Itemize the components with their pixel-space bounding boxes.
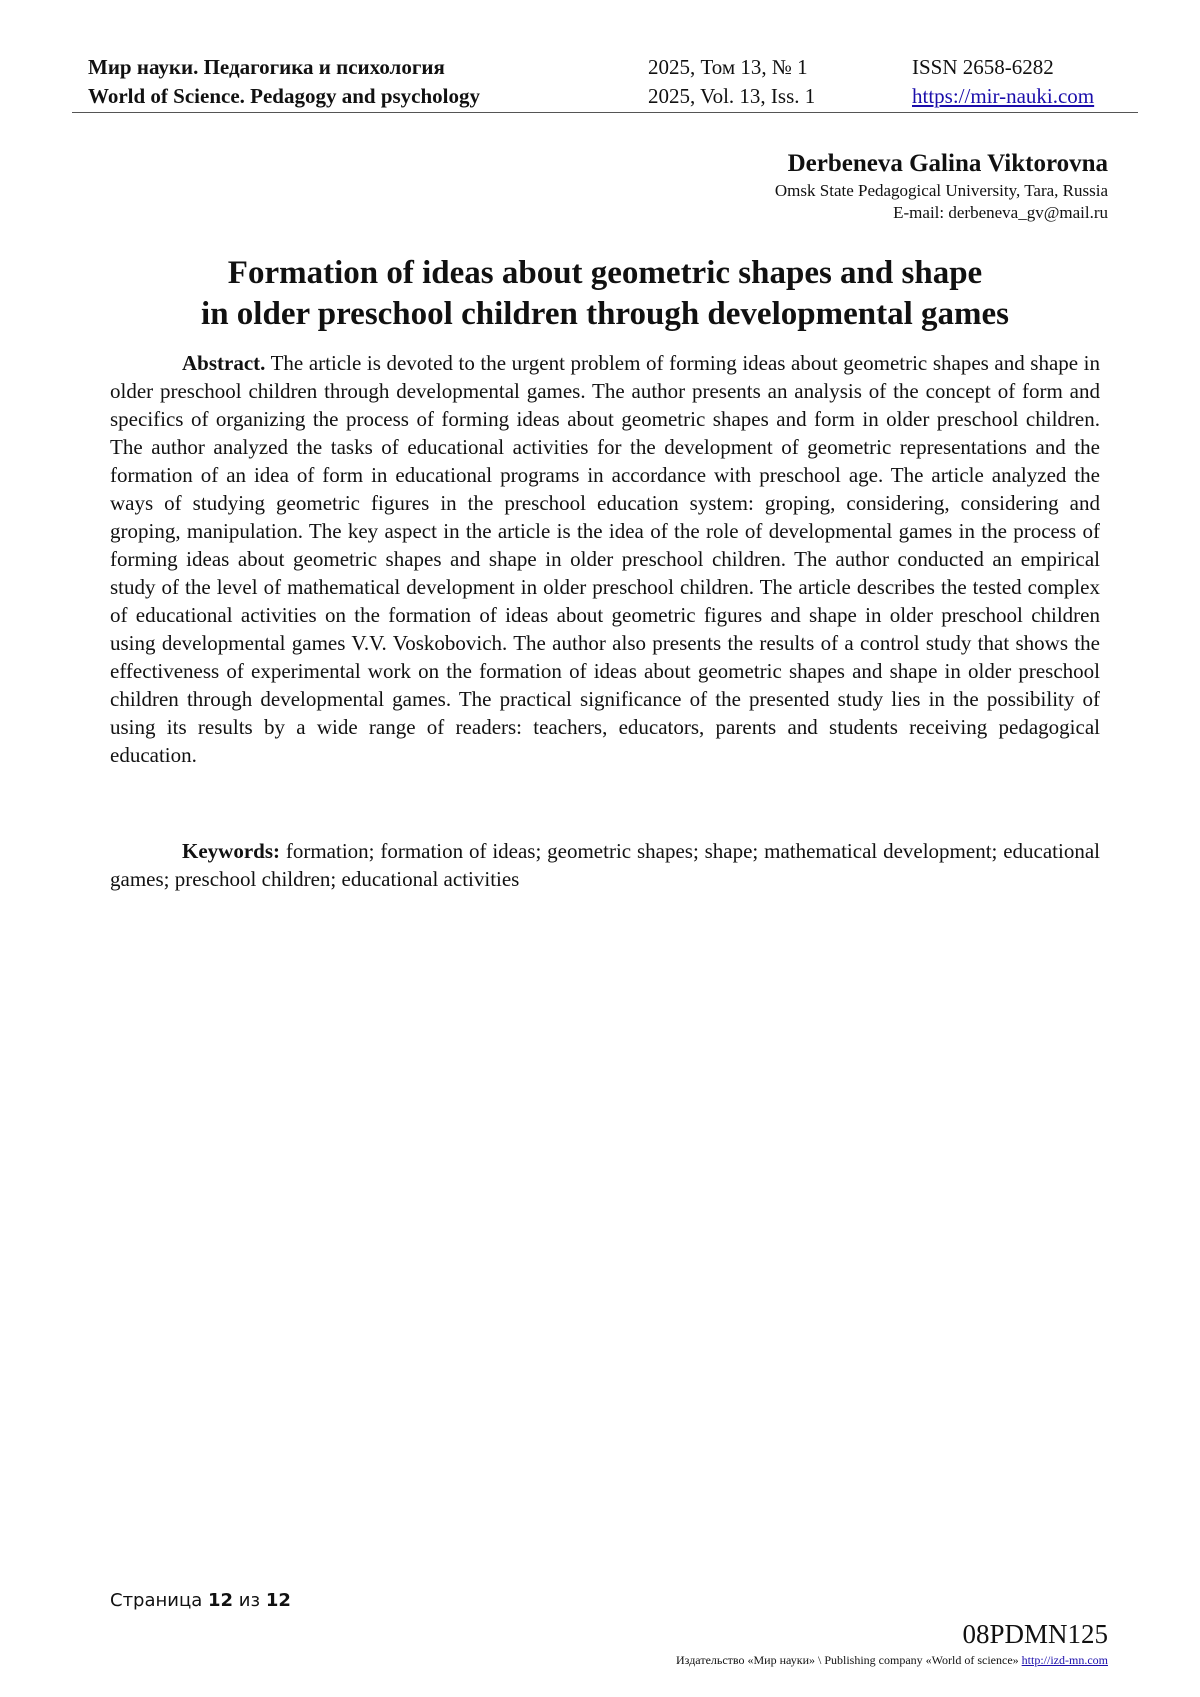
page-counter-prefix: Страница <box>110 1590 203 1611</box>
author-block <box>775 148 1108 224</box>
journal-title-ru: Мир науки. Педагогика и психология <box>88 55 445 79</box>
publisher-note <box>676 1652 1108 1668</box>
page-counter-total: 12 <box>265 1590 291 1611</box>
keywords-label: Keywords: <box>182 839 280 863</box>
publisher-text: Издательство «Мир науки» \ Publishing company «World of science» <box>676 1653 1019 1667</box>
author-affiliation: Omsk State Pedagogical University, Tara, Russia <box>774 181 1108 200</box>
publisher-link[interactable]: http://izd-mn.com <box>1021 1653 1108 1667</box>
abstract-label: Abstract. <box>182 351 266 375</box>
issue-en: 2025, Vol. 13, Iss. 1 <box>648 84 816 108</box>
article-title-line-2: in older preschool children through developmental games <box>201 296 1009 332</box>
journal-site-link[interactable]: https://mir-nauki.com <box>912 84 1095 108</box>
author-name: Derbeneva Galina Viktorovna <box>787 150 1108 177</box>
article-title <box>110 253 1100 335</box>
page-counter <box>110 1590 291 1611</box>
page-counter-sep: из <box>238 1590 261 1611</box>
article-code: 08PDMN125 <box>962 1619 1108 1649</box>
article-title-line-1: Formation of ideas about geometric shapes and shape <box>227 255 983 291</box>
journal-title-en: World of Science. Pedagogy and psychology <box>88 84 481 108</box>
abstract-paragraph <box>110 349 1100 769</box>
issn: ISSN 2658-6282 <box>912 55 1054 79</box>
journal-site-link-cell <box>912 82 1094 111</box>
keywords-paragraph <box>110 837 1100 893</box>
abstract-text: The article is devoted to the urgent problem of forming ideas about geometric shapes and shape in older preschool children through developmental games. The author presents an analysis of the concept of form and specifics of organizing the process of forming ideas about geometric shapes and form in older preschool children. The author analyzed the tasks of educational activities for the development of geometric representations and the formation of an idea of form in educational programs in accordance with preschool age. The article analyzed the ways of studying geometric figures in the preschool education system: groping, considering, considering and groping, manipulation. The key aspect in the article is the idea of the role of developmental games in the process of forming ideas about geometric shapes and shape in older preschool children. The author conducted an empirical study of the level of mathematical development in older preschool children. The article describes the tested complex of educational activities on the formation of ideas about geometric figures and shape in older preschool children using developmental games V.V. Voskobovich. The author also presents the results of a control study that shows the effectiveness of experimental work on the formation of ideas about geometric shapes and shape in older preschool children through developmental games. The practical significance of the presented study lies in the possibility of using its results by a wide range of readers: teachers, educators, parents and students receiving pedagogical education. <box>110 351 1100 767</box>
keywords-text: formation; formation of ideas; geometric shapes; shape; mathematical development; educational games; preschool children; educational activities <box>110 839 1100 891</box>
issue-ru: 2025, Том 13, № 1 <box>648 55 808 79</box>
author-email: E-mail: derbeneva_gv@mail.ru <box>893 203 1108 222</box>
page-counter-current: 12 <box>208 1590 234 1611</box>
header-divider <box>72 112 1138 113</box>
